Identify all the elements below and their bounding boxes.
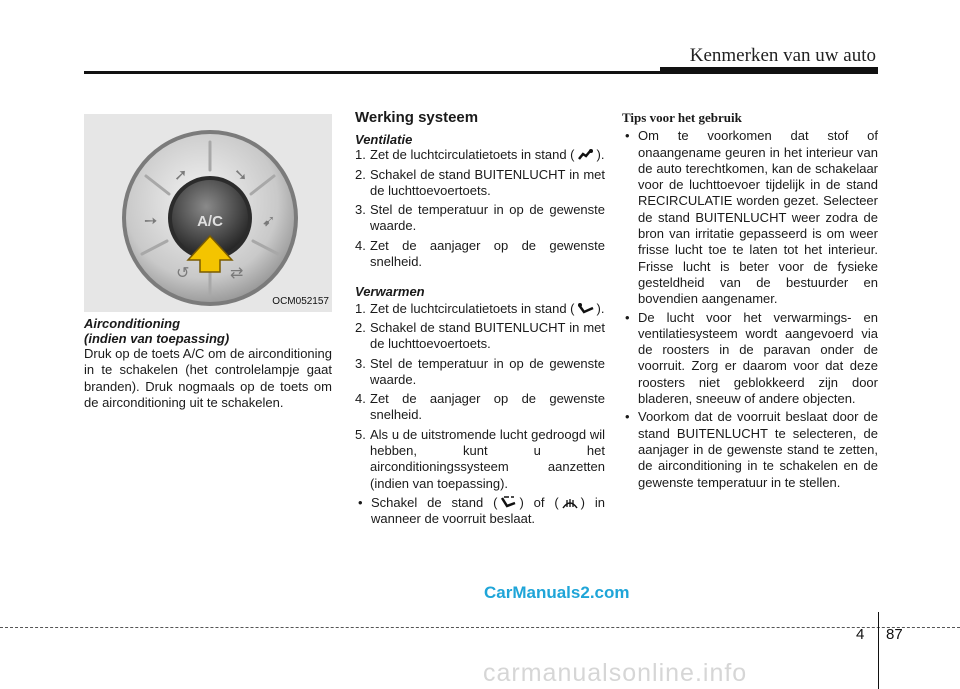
recirc-icon: ↺: [176, 263, 190, 282]
ac-control-figure: [84, 114, 332, 312]
list-item: 5. Als u de uitstromende lucht gedroogd wil hebben, kunt u het airconditioningssysteem aanzetten (indien van toepassing).: [355, 426, 605, 491]
site-watermark[interactable]: CarManuals2.com: [484, 583, 630, 602]
ac-button-label: A/C: [197, 213, 223, 230]
footer-divider: [878, 612, 879, 689]
ac-heading-line2: (indien van toepassing): [84, 331, 230, 346]
list-item: 2. Schakel de stand BUITENLUCHT in met de luchttoevoertoets.: [355, 166, 605, 198]
ac-heading-line1: Airconditioning: [84, 316, 181, 331]
verwarmen-steps: [355, 301, 605, 492]
list-item: • Voorkom dat de voorruit beslaat door de stand BUITENLUCHT te selecteren, de aanjager in de gewenste stand te zetten, de airconditioning in te schakelen en de gewenste temperatuur in te stellen.: [625, 409, 878, 490]
fresh-air-icon: ⇄: [230, 263, 244, 282]
page-number: 87: [886, 626, 903, 643]
tips-heading: Tips voor het gebruik: [622, 110, 742, 125]
list-item: 4. Zet de aanjager op de gewenste snelheid.: [355, 391, 605, 423]
ac-dial-illustration: [84, 114, 332, 312]
defrost-icon: [561, 496, 579, 509]
list-item: • Om te voorkomen dat stof of onaangename geuren in het interieur van de auto terechtkomen, kan de schakelaar voor de luchttoevoer tijdelijk in de stand RECIRCULATIE worden gezet. Selecteer de stand BUITENLUCHT weer zodra de bron van irritatie gepasseerd is om weer frisse lucht toe te laten tot het interieur. Frisse lucht is beter voor de fysieke gesteldheid van de bestuurder en bovendien aangenamer.: [625, 128, 878, 307]
ventilatie-heading: Ventilatie: [355, 132, 413, 148]
figure-caption: OCM052157: [272, 295, 329, 307]
header-title: Kenmerken van uw auto: [689, 45, 876, 66]
list-item: 2. Schakel de stand BUITENLUCHT in met de luchttoevoertoets.: [355, 319, 605, 352]
list-item: 1. Zet de luchtcirculatietoets in stand ( ).: [355, 300, 605, 316]
list-item: 3. Stel de temperatuur in op de gewenste waarde.: [355, 202, 605, 234]
list-item: • De lucht voor het verwarmings- en ventilatiesysteem wordt aangevoerd via de roosters in de paravan onder de voorruit. Zorg er daarom voor dat deze roosters niet geblokkeerd zijn door bladeren, sneeuw of andere objecten.: [625, 309, 878, 407]
ventilatie-steps: [355, 147, 605, 270]
footer-rule: [0, 627, 960, 628]
verwarmen-heading: Verwarmen: [355, 284, 425, 300]
vent-feet-icon: ➙: [144, 211, 158, 230]
column-middle: [355, 110, 605, 530]
vent-face-icon: [577, 148, 595, 161]
vent-face-icon: ➚: [174, 165, 188, 184]
tips-list: [622, 128, 878, 491]
column-left: [84, 110, 332, 411]
vent-feet-icon: [577, 302, 595, 315]
section-heading: Werking systeem: [355, 109, 479, 126]
list-item: 3. Stel de temperatuur in op de gewenste waarde.: [355, 355, 605, 387]
bottom-watermark: carmanualsonline.info: [483, 659, 748, 687]
list-item: 1. Zet de luchtcirculatietoets in stand ( ).: [355, 147, 605, 163]
vent-mix-icon: ➹: [262, 211, 276, 230]
chapter-number: 4: [856, 626, 865, 643]
vent-defrost-icon: ➘: [234, 165, 248, 184]
list-item: 4. Zet de aanjager op de gewenste snelheid.: [355, 237, 605, 270]
header-rule-accent: [660, 67, 878, 74]
list-item: • Schakel de stand ( ) of ( ) in wanneer de voorruit beslaat.: [358, 494, 605, 527]
vent-defrost-feet-icon: [499, 496, 517, 509]
ac-body-text: Druk op de toets A/C om de airconditioning in te schakelen (het controlelampje gaat branden). Druk nogmaals op de toets om de airconditioning uit te schakelen.: [84, 346, 332, 410]
verwarmen-bullets: [355, 495, 605, 528]
column-right: [622, 110, 878, 493]
